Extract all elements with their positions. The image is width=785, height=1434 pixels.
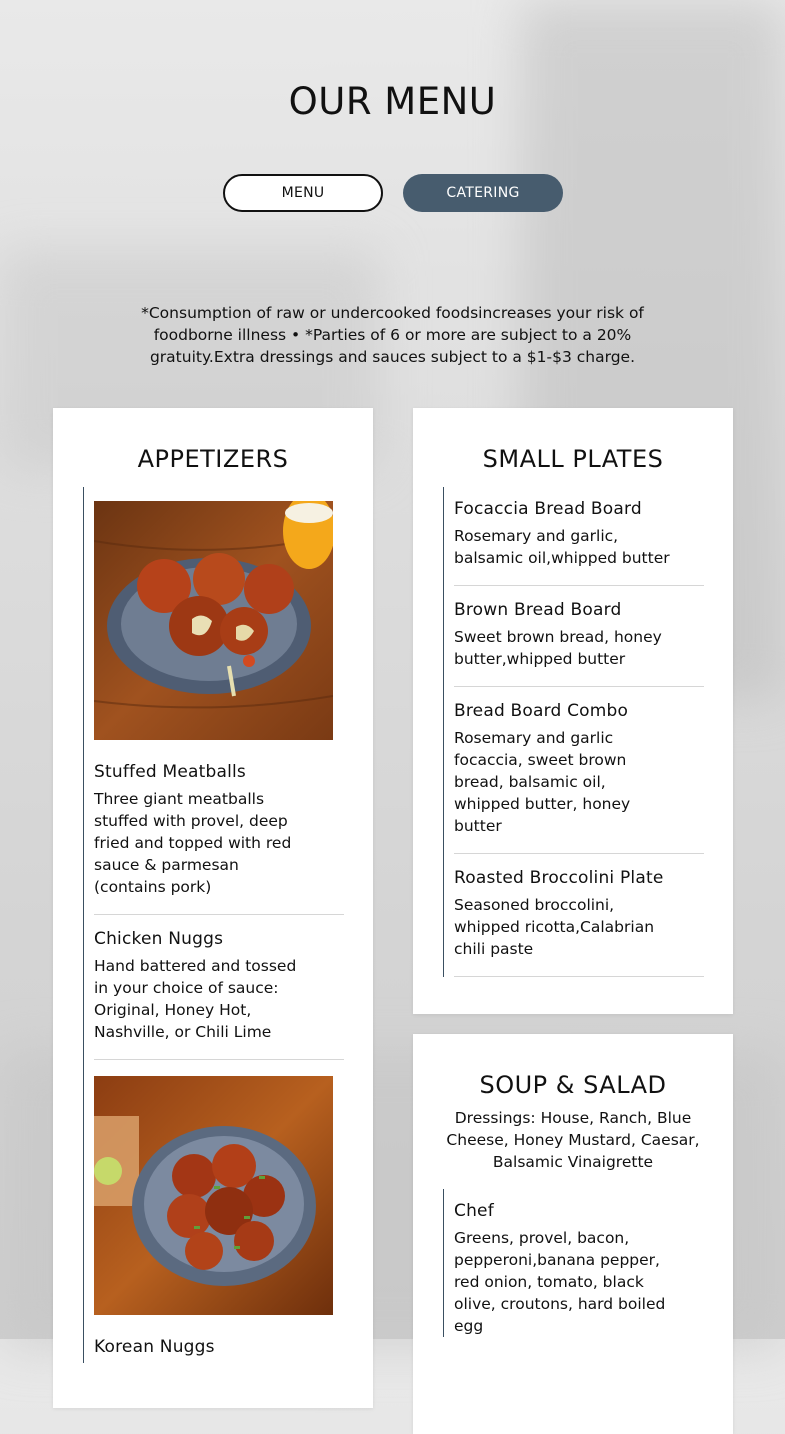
item-description: Greens, provel, bacon, pepperoni,banana pepper, red onion, tomato, black olive, croutons, hard boiled egg: [454, 1229, 666, 1335]
small-plates-card: [413, 408, 733, 1014]
item-name: Chicken Nuggs: [94, 929, 224, 949]
menu-item: [94, 748, 344, 915]
menu-item: [454, 854, 704, 977]
item-name: Chef: [454, 1201, 494, 1221]
menu-item: [454, 687, 704, 854]
menu-item: [94, 1323, 344, 1357]
menu-item: [454, 1189, 704, 1337]
menu-item: [454, 487, 704, 586]
item-name: Brown Bread Board: [454, 600, 622, 620]
tab-menu[interactable]: MENU: [223, 174, 383, 212]
appetizers-card: [53, 408, 373, 1408]
meatballs-photo: [94, 501, 333, 740]
menu-item: [94, 915, 344, 1060]
soup-salad-list: [443, 1189, 704, 1337]
item-name: Stuffed Meatballs: [94, 762, 246, 782]
item-name: Focaccia Bread Board: [454, 499, 642, 519]
page-title: OUR MENU: [288, 80, 497, 123]
appetizers-list: [83, 487, 344, 1363]
item-description: Rosemary and garlic focaccia, sweet brown bread, balsamic oil, whipped butter, honey butter: [454, 729, 631, 835]
item-name: Korean Nuggs: [94, 1337, 215, 1357]
small-plates-list: [443, 487, 704, 977]
korean-nuggs-photo: [94, 1076, 333, 1315]
section-title-small-plates: SMALL PLATES: [482, 445, 664, 473]
soup-salad-card: [413, 1034, 733, 1434]
menu-item: [454, 586, 704, 687]
dressings-note: Dressings: House, Ranch, Blue Cheese, Honey Mustard, Caesar, Balsamic Vinaigrette: [446, 1109, 700, 1171]
section-title-appetizers: APPETIZERS: [137, 445, 289, 473]
item-name: Bread Board Combo: [454, 701, 629, 721]
menu-tabs: [223, 174, 563, 212]
tab-catering[interactable]: CATERING: [403, 174, 563, 212]
item-description: Rosemary and garlic, balsamic oil,whipped butter: [454, 527, 670, 567]
item-description: Three giant meatballs stuffed with provel, deep fried and topped with red sauce & parmesan (contains pork): [94, 790, 292, 896]
item-description: Sweet brown bread, honey butter,whipped butter: [454, 628, 662, 668]
item-description: Hand battered and tossed in your choice of sauce: Original, Honey Hot, Nashville, or Chili Lime: [94, 957, 297, 1041]
section-title-soup-salad: SOUP & SALAD: [479, 1071, 667, 1099]
disclaimer-text: *Consumption of raw or undercooked foodsincreases your risk of foodborne illness • *Parties of 6 or more are subject to a 20% gratuity.Extra dressings and sauces subject to a $1-$3 charge.: [141, 304, 644, 366]
item-description: Seasoned broccolini, whipped ricotta,Calabrian chili paste: [454, 896, 655, 958]
item-name: Roasted Broccolini Plate: [454, 868, 664, 888]
